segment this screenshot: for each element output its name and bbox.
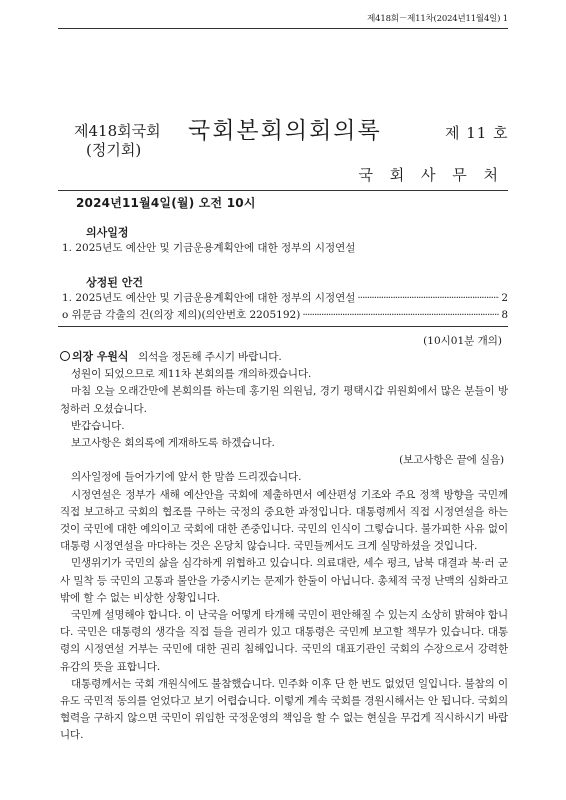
speech-paragraph: 시정연설은 정부가 새해 예산안을 국회에 제출하면서 예산편성 기조와 주요 정책 방향을 국민께 직접 보고하고 국회의 협조를 구하는 국정의 중요한 과정입니다. 대통령께서 직접 시정연설을 하는 것이 국민에 대한 예의이고 국회에 대한 존중입니다. 국민의 인식이 그렇습니다. 불가피한 사유 없이 대통령 시정연설을 마다하는 것은 온당치 않습니다. 국민들께서도 크게 실망하셨을 것입니다. xyxy=(60,488,508,553)
meeting-date: 2024년11월4일(월) 오전 10시 xyxy=(76,196,256,210)
toc-leader xyxy=(302,309,499,321)
speech-paragraph: 마침 오늘 오래간만에 본회의를 하는데 홍기원 의원님, 경기 평택시갑 위원회에서 많은 분들이 방청하러 오셨습니다. xyxy=(60,385,508,415)
speech-paragraph: 성원이 되었으므로 제11차 본회의를 개의하겠습니다. xyxy=(71,368,312,381)
header-divider xyxy=(58,190,508,191)
issue-number: 제 11 호 xyxy=(445,124,509,142)
toc-item[interactable] xyxy=(62,290,508,305)
speech-paragraph: 반갑습니다. xyxy=(71,419,125,432)
transcript-body xyxy=(60,348,508,745)
toc-item-text: 1. 2025년도 예산안 및 기금운용계획안에 대한 정부의 시정연설 xyxy=(62,292,356,304)
opening-time: (10시01분 개의) xyxy=(423,335,502,347)
agenda-item: 1. 2025년도 예산안 및 기금운용계획안에 대한 정부의 시정연설 xyxy=(62,242,356,254)
running-header: 제418회－제11차(2024년11월4일) 1 xyxy=(367,14,508,24)
toc-item-text: o 위문금 각출의 건(의장 제의)(의안번호 2205192) xyxy=(62,309,301,321)
toc-item[interactable] xyxy=(62,307,508,322)
speech-paragraph: 보고사항은 회의록에 게재하도록 하겠습니다. xyxy=(71,437,275,450)
speech-paragraph: 민생위기가 국민의 삶을 심각하게 위협하고 있습니다. 의료대란, 세수 펑크, 남북 대결과 북·러 군사 밀착 등 국민의 고통과 불안을 가중시키는 문제가 한둘이 아닙니다. 총체적 국정 난맥의 심화라고밖에 할 수 없는 비상한 상황입니다. xyxy=(60,557,508,604)
section-divider xyxy=(58,326,508,327)
report-note: (보고사항은 끝에 실음) xyxy=(399,454,504,467)
agenda-heading: 의사일정 xyxy=(86,226,129,239)
document-title: 국회본회의회의록 xyxy=(188,118,382,144)
speech-text: 의석을 정돈해 주시기 바랍니다. xyxy=(138,351,282,363)
toc-item-page: 2 xyxy=(501,292,508,304)
toc-leader xyxy=(357,292,499,304)
speaker-name: 의장 우원식 xyxy=(72,350,129,363)
session-type: (정기회) xyxy=(86,141,142,159)
issuing-office: 국 회 사 무 처 xyxy=(358,166,504,184)
speech-opening xyxy=(60,348,508,366)
session-number: 제418회국회 xyxy=(74,122,161,140)
speech-paragraph: 대통령께서는 국회 개원식에도 불참했습니다. 민주화 이후 단 한 번도 없었던 일입니다. 불참의 이유도 국민적 동의를 얻었다고 보기 어렵습니다. 이렇게 계속 국회를 경원시해서는 안 됩니다. 국회의 협력을 구하지 않으면 국민이 위임한 국정운영의 책임을 할 수 없는 현실을 무겁게 직시하시기 바랍니다. xyxy=(60,677,509,742)
circle-icon xyxy=(60,351,70,361)
toc-heading: 상정된 안건 xyxy=(86,276,143,289)
speech-paragraph: 의사일정에 들어가기에 앞서 한 말씀 드리겠습니다. xyxy=(71,471,302,484)
top-divider xyxy=(58,28,508,29)
toc-item-page: 8 xyxy=(501,309,508,321)
speech-paragraph: 국민께 설명해야 합니다. 이 난국을 어떻게 타개해 국민이 편안해질 수 있는지 소상히 밝혀야 합니다. 국민은 대통령의 생각을 직접 들을 권리가 있고 대통령은 국민께 보고할 책무가 있습니다. 대통령의 시정연설 거부는 국민에 대한 권리 침해입니다. 국민의 대표기관인 국회의 수장으로서 강력한 유감의 뜻을 표합니다. xyxy=(60,609,509,673)
session-label xyxy=(74,122,161,160)
